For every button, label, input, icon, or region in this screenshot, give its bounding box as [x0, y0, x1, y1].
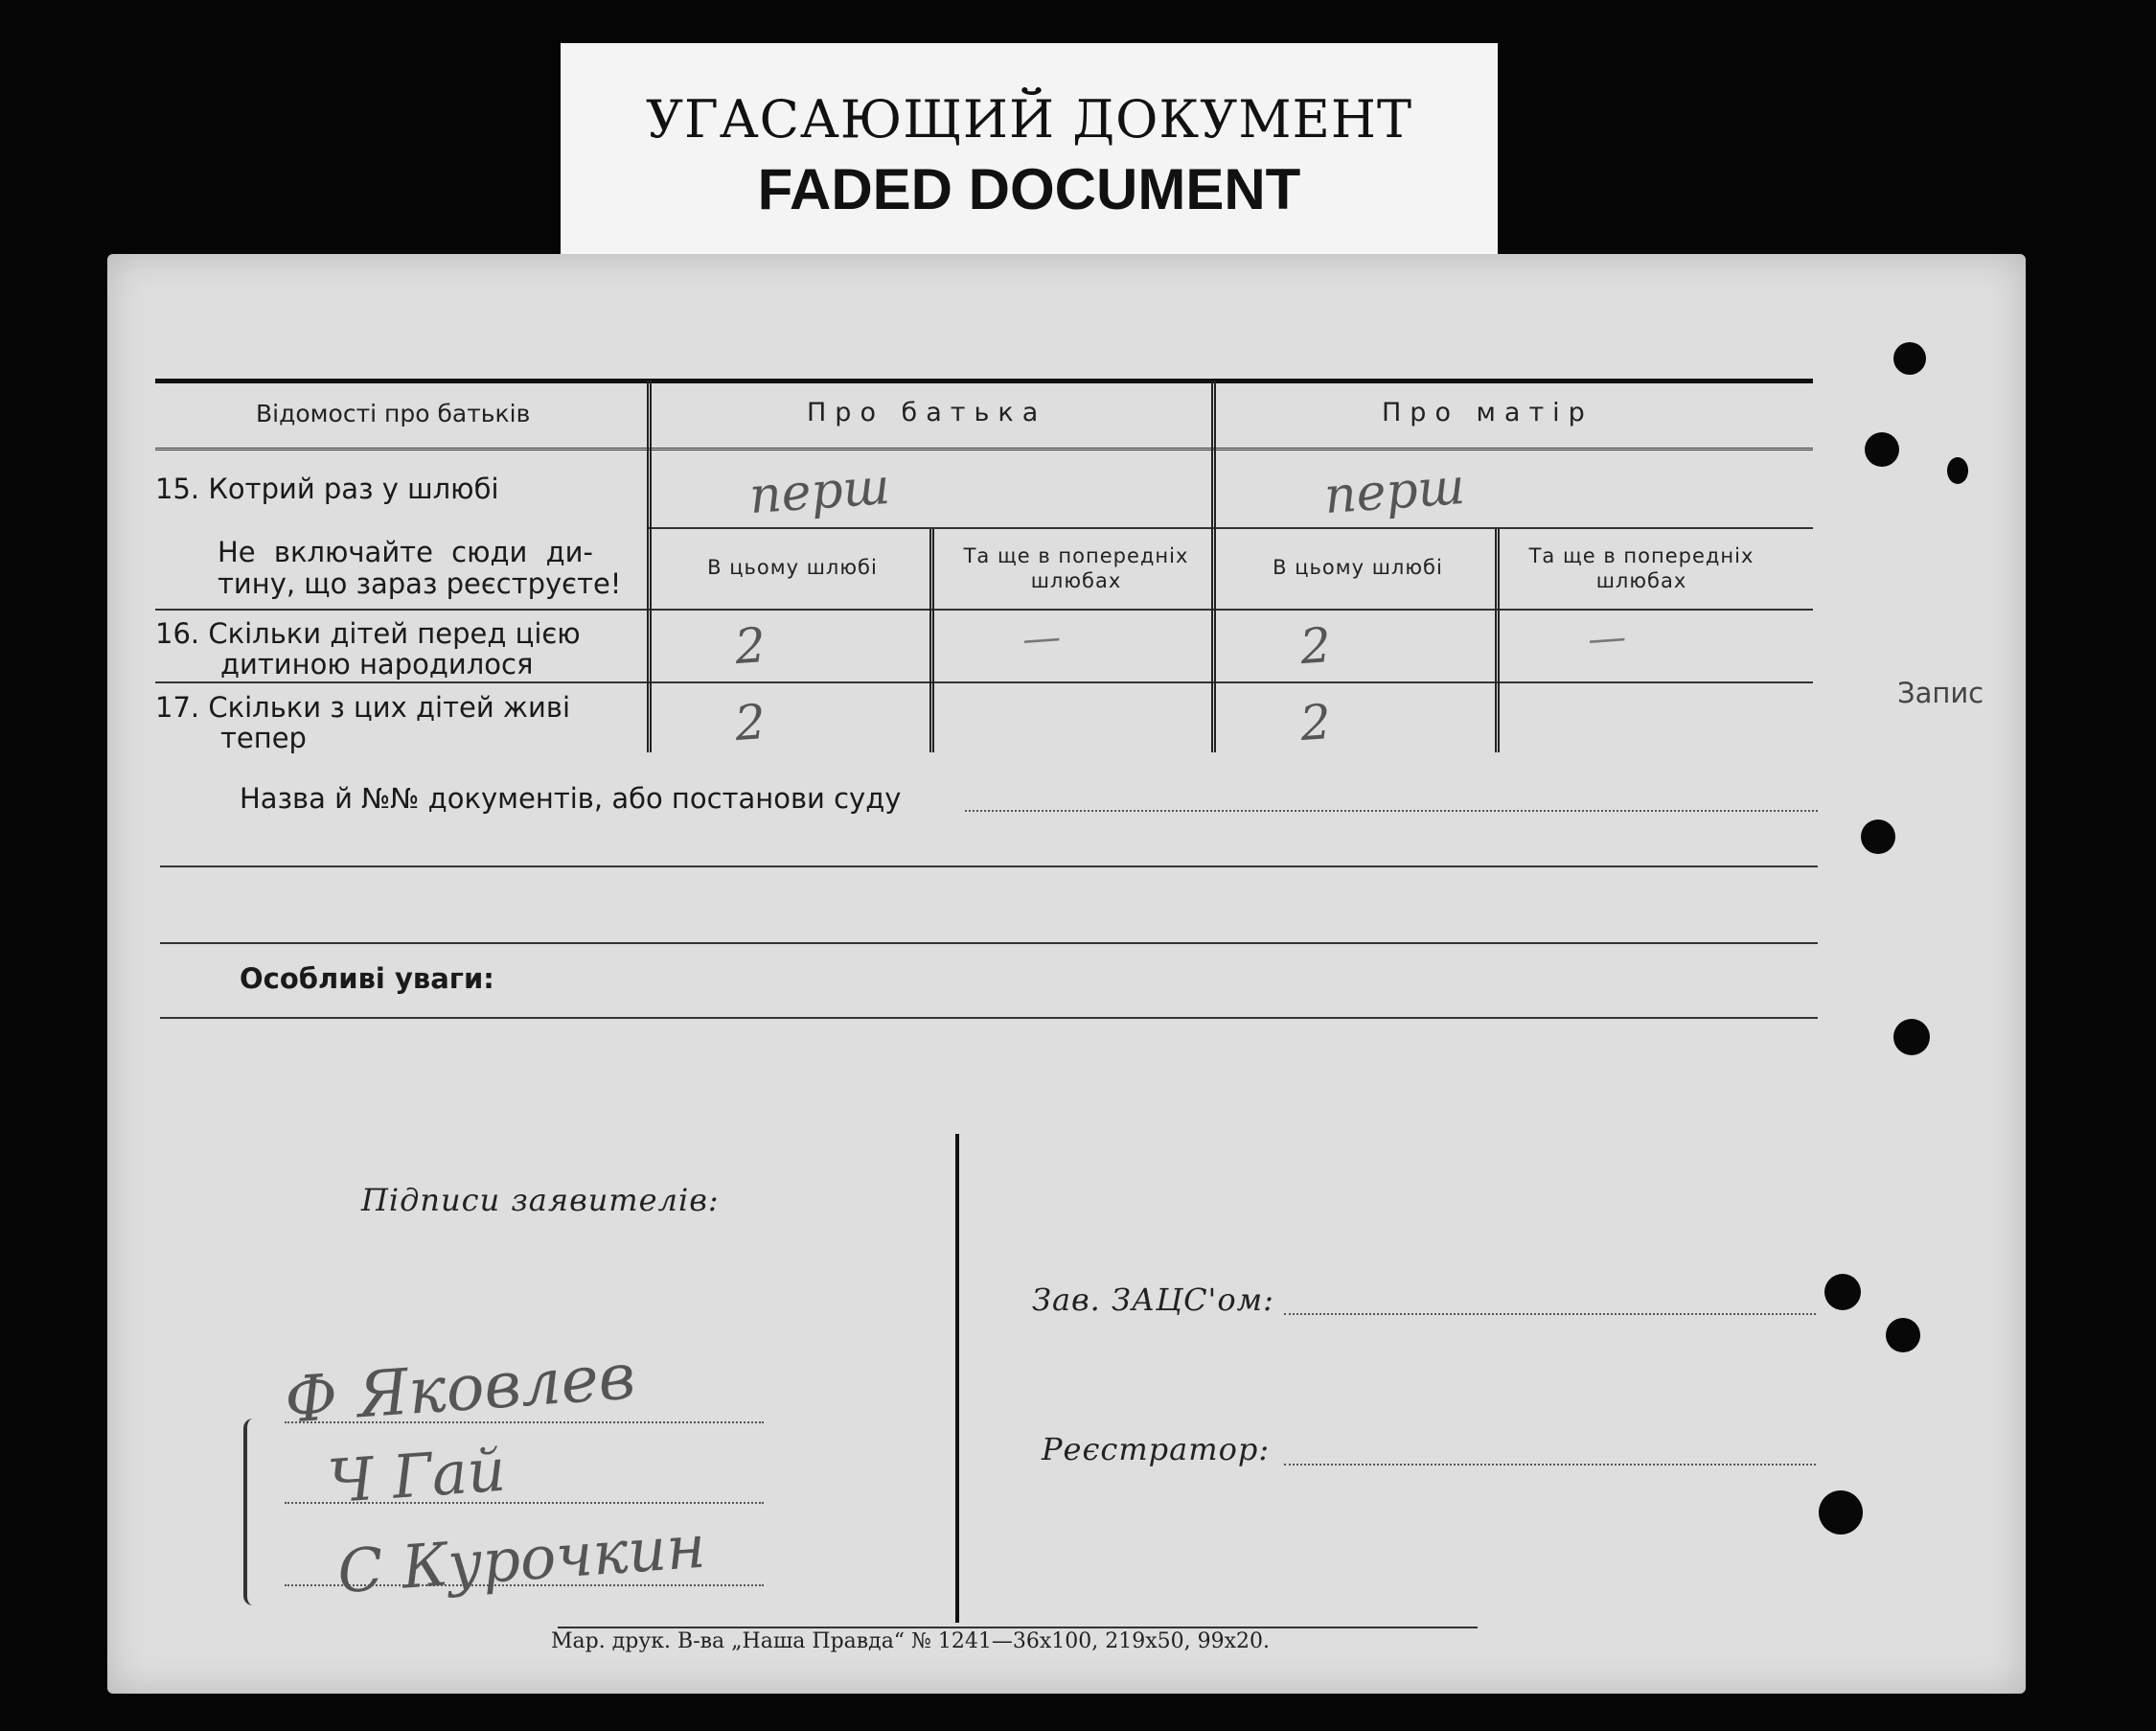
registrar-signature-line [1284, 1464, 1816, 1466]
note-line-1: Не включайте сюди ди- [218, 536, 593, 568]
row16-line-2: дитиною народилося [220, 648, 534, 681]
punch-hole [1819, 1490, 1863, 1535]
signature-3: С Курочкин [334, 1511, 708, 1607]
footer-rule [558, 1627, 1478, 1628]
mother-children-this: 2 [1298, 616, 1333, 676]
faded-document-label [561, 43, 1498, 259]
signature-brace [243, 1419, 261, 1605]
subheader-bottom-rule [155, 609, 1813, 611]
mother-marriage-count: перш [1322, 457, 1467, 526]
column-divider [1495, 529, 1500, 752]
registrar-label: Реєстратор: [1042, 1431, 1271, 1467]
punch-hole [1893, 1019, 1930, 1055]
margin-fragment: Запис [1897, 677, 1984, 709]
subheader-father-previous: Та ще в попередніх шлюбах [963, 544, 1189, 592]
registration-form-sheet [107, 254, 2026, 1694]
signature-line [285, 1584, 764, 1586]
father-children-this: 2 [733, 616, 768, 676]
header-about-mother: Про матір [1382, 398, 1594, 427]
column-divider [1211, 381, 1216, 752]
father-children-previous: — [1021, 614, 1063, 662]
documents-line [160, 942, 1818, 944]
signature-1: Ф Яковлев [282, 1339, 638, 1438]
mother-children-previous: — [1586, 614, 1628, 662]
signature-line [285, 1502, 764, 1504]
row16-line-1: 16. Скільки дітей перед цією [155, 617, 581, 650]
row15-bottom-rule [649, 527, 1813, 529]
punch-hole [1893, 342, 1926, 375]
label-russian: УГАСАЮЩИЙ ДОКУМЕНТ [645, 89, 1413, 150]
punch-hole [1824, 1274, 1861, 1310]
signature-2: Ч Гай [325, 1434, 508, 1517]
punch-hole [1861, 819, 1895, 854]
documents-label: Назва й №№ документів, або постанови суду [240, 782, 902, 815]
punch-hole [1947, 457, 1968, 484]
signature-line [285, 1421, 764, 1423]
remarks-label: Особливі уваги: [240, 962, 494, 995]
father-marriage-count: перш [747, 457, 892, 526]
head-signature-line [1284, 1313, 1816, 1315]
signatures-label: Підписи заявителів: [361, 1182, 720, 1218]
father-children-alive: 2 [733, 693, 768, 752]
note-line-2: тину, що зараз реєструєте! [218, 567, 622, 600]
column-divider [929, 529, 934, 752]
row15-label: 15. Котрий раз у шлюбі [155, 473, 499, 505]
signature-section-divider [955, 1134, 959, 1623]
header-about-father: Про батька [807, 398, 1047, 427]
row17-line-1: 17. Скільки з цих дітей живі [155, 691, 571, 724]
row16-bottom-rule [155, 681, 1813, 683]
row17-line-2: тепер [220, 722, 307, 754]
subheader-mother-this-marriage: В цьому шлюбі [1273, 556, 1443, 579]
documents-line [965, 810, 1818, 812]
punch-hole [1886, 1318, 1920, 1352]
subheader-mother-previous: Та ще в попередніх шлюбах [1528, 544, 1755, 592]
header-parents-info: Відомості про батьків [256, 400, 531, 427]
column-divider [647, 381, 652, 752]
label-english: FADED DOCUMENT [757, 157, 1301, 221]
punch-hole [1865, 432, 1899, 467]
header-bottom-rule [155, 448, 1813, 450]
head-label: Зав. ЗАЦС'ом: [1032, 1281, 1274, 1318]
printer-imprint: Мар. друк. В-ва „Наша Правда“ № 1241—36х100, 219х50, 99х20. [551, 1629, 1270, 1653]
documents-line [160, 866, 1818, 867]
remarks-line [160, 1017, 1818, 1019]
table-top-rule [155, 379, 1813, 383]
mother-children-alive: 2 [1298, 693, 1333, 752]
subheader-father-this-marriage: В цьому шлюбі [707, 556, 878, 579]
